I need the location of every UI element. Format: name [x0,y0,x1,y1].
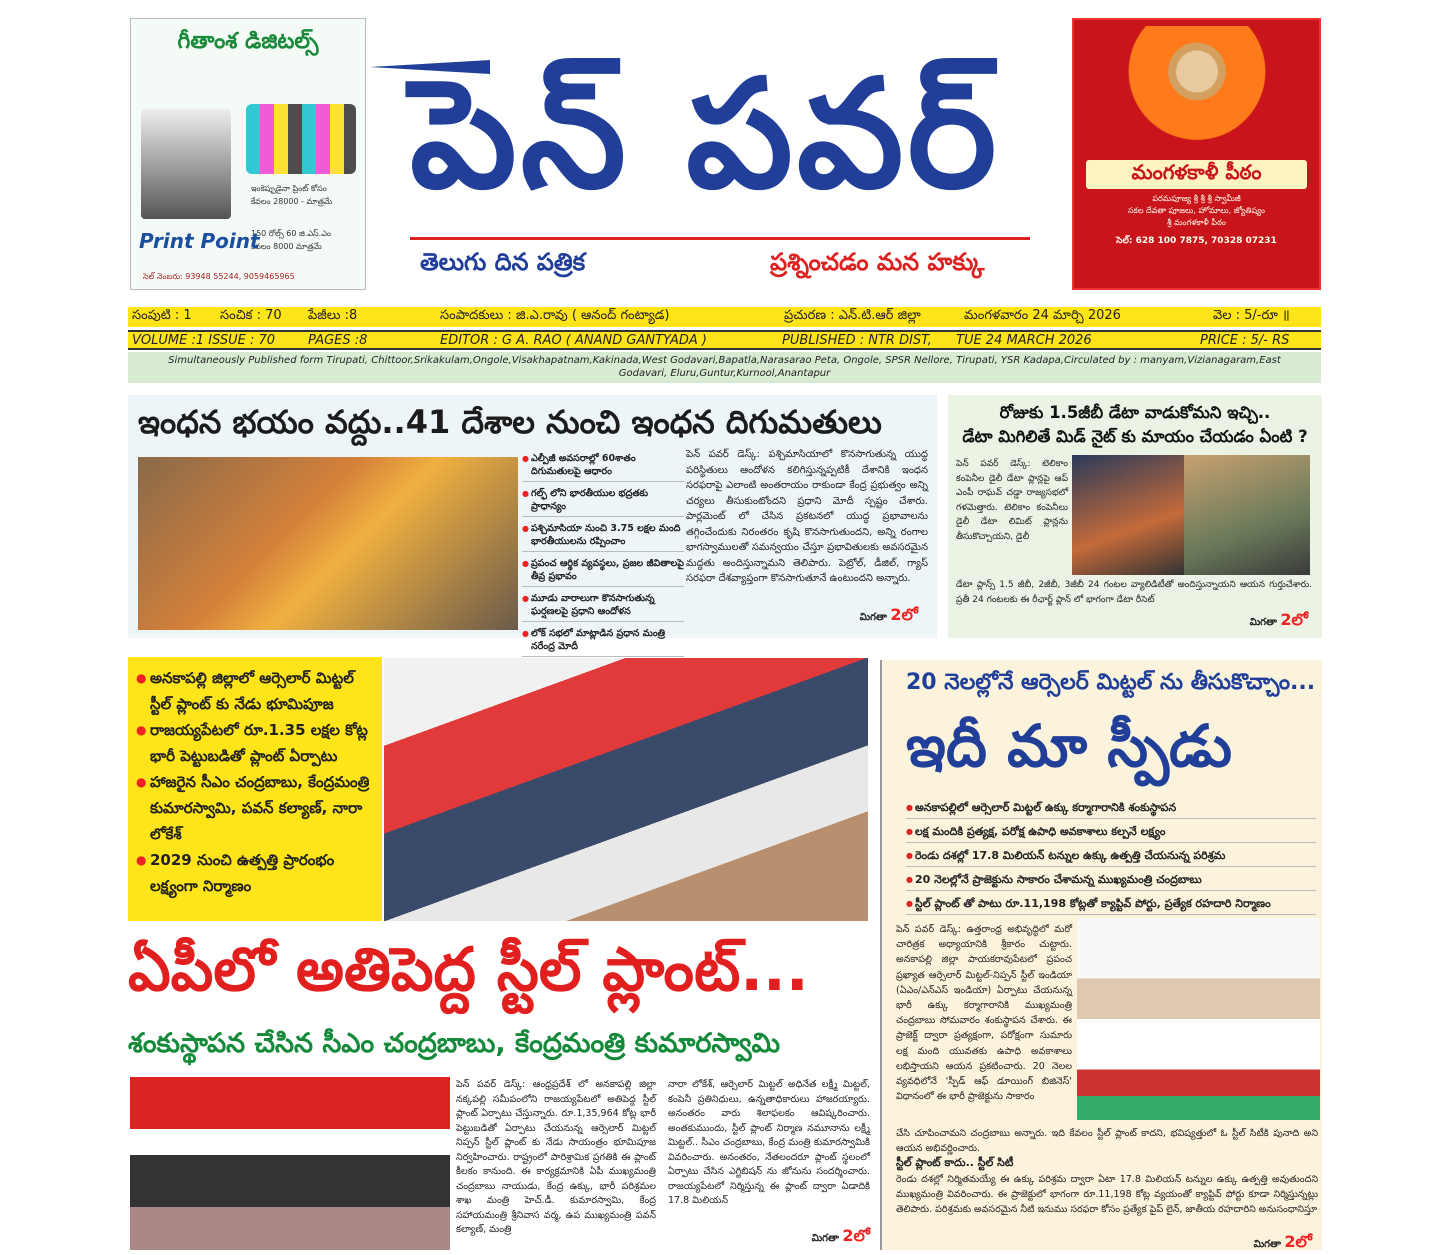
article-body: పెన్ పవర్ డెస్క్: టెలికాం కంపెనీల డైలీ డేటా ప్లాన్లపై ఆప్ ఎంపీ రాఘవ్ చడ్డా రాజ్యసభలో గళమెత్తారు. టెలికాం కంపెనీలు డైలీ డేటా లిమిట్ ప్లాన్లను తీసుకొచ్చాయని, డైలీ [956,459,1068,542]
article-body-col2: నారా లోకేశ్, ఆర్సెలార్ మిట్టల్ అధినేత లక్ష్మీ మిట్టల్, కంపెనీ ప్రతినిధులు, ఉన్నతాధికారులు హాజరయ్యారు. అనంతరం వారు శిలాఫలకం ఆవిష్కరించారు. అంతకుముందు, స్టీల్ ప్లాంట్ నిర్మాణ నమూనాను లక్ష్మీ మిట్టల్.. సీఎం చంద్రబాబు, కేంద్ర మంత్రి కుమారస్వామికి వివరించారు. అనంతరం, నేతలందరూ ప్లాంట్ స్థలంలో ఏర్పాటు చేసిన ఎగ్జిబిషన్ ను జోనును సందర్శించారు. రాజయ్యపేటలో నిర్మిస్తున్న ఈ ప్లాంట్ ద్వారా ఏడాదికి 17.8 మిలియన్ [668,1079,870,1206]
bullet: ● అనకాపల్లి జిల్లాలో ఆర్సెలార్ మిట్టల్ స్టీల్ ప్లాంట్ కు నేడు భూమిపూజ [136,665,374,717]
sub-headline: 20 నెలల్లోనే ఆర్సెలర్ మిట్టల్ ను తీసుకొచ్చాం... [906,670,1316,695]
groundbreaking-photo [384,658,868,921]
bullet-list [522,450,684,660]
continued-label: మిగతా [811,1233,839,1244]
bullet: ● ప్రపంచ ఆర్థిక వ్యవస్థలు, ప్రజల జీవితాలపై తీవ్ర ప్రభావం [522,555,684,587]
continued-page: 2లో [842,1226,870,1245]
bullet: ● హాజరైన సీఎం చంద్రబాబు, కేంద్రమంత్రి కుమారస్వామి, పవన్ కల్యాణ్, నారా లోకేశ్ [136,769,374,847]
ad-line: సకల దేవతా పూజలు, హోమాలు, జ్యోతిష్యం [1128,206,1265,215]
headline-line2: డేటా మిగిలితే మిడ్ నైట్ కు మాయం చేయడం ఏంటి ? [962,427,1308,446]
swamiji-photo [1122,26,1272,156]
continued-page: 2లో [890,605,918,624]
article-body-continued: చేసి చూపించామని చంద్రబాబు అన్నారు. ఇది కేవలం స్టీల్ ప్లాంట్ కాదని, భవిష్యత్తులో ఓ స్టీల్ సిటీకి పునాది అని ఆయన అభివర్ణించారు. [896,1128,1318,1154]
info-bar-telugu [128,307,1321,327]
bullet: ● లోక్ సభలో మాట్లాడిన ప్రధాన మంత్రి నరేంద్ర మోదీ [522,625,684,657]
section-title: స్టీల్ ప్లాంట్ కాదు.. స్టీల్ సిటీ [896,1156,1014,1169]
bullet: ● 2029 నుంచి ఉత్పత్తి ప్రారంభం లక్ష్యంగా నిర్మాణం [136,847,374,899]
ad-line: 150 రోల్స్ 60 జి.ఎస్.ఎం [251,229,331,238]
continued-label: మిగతా [859,612,887,623]
ad-line: కేవలం 28000 - మాత్రమే [251,197,333,206]
bullet: ● రాజయ్యపేటలో రూ.1.35 లక్షల కోట్ల భారీ పెట్టుబడితో ప్లాంట్ ఏర్పాటు [136,717,374,769]
article-body-continued: డేటా ప్లాన్స్ 1.5 జీబీ, 2జీబీ, 3జీబీ 24 గంటల వ్యాలిడిటీతో అందిస్తున్నాయని ఆయన గుర్తుచేశారు. ప్రతీ 24 గంటలకు ఈ రీఛార్జ్ ప్లాన్ లో భాగంగా డేటా రీసెట్ [956,580,1312,605]
pages: పేజీలు :8 [308,308,358,323]
bullet: ● పశ్చిమాసియా నుంచి 3.75 లక్షల మంది భారతీయులను రప్పించాం [522,520,684,552]
article-body-end: రెండు దశల్లో నిర్మితమయ్యే ఈ ఉక్కు పరిశ్రమ ద్వారా ఏటా 17.8 మిలియన్ టన్నుల ఉక్కు ఉత్పత్తి అవుతుందని ముఖ్యమంత్రి వివరించారు. ఈ ప్రాజెక్టులో భాగంగా రూ.11,198 కోట్ల వ్యయంతో క్యాప్టివ్ పోర్టు కూడా నిర్మిస్తున్నట్లు తెలిపారు. పరిశ్రమకు అవసరమైన నీటి ఇనుము సరఫరా కోసం ప్రత్యేక పైప్ లైన్, జాతీయ రహదారిని అనుసంధానిస్తూ [896,1174,1318,1215]
continued-link[interactable] [828,605,918,628]
ad-title: గీతాంశ డిజిటల్స్ [177,29,319,54]
info-bar-english [128,330,1321,350]
divider [410,237,1030,240]
ink-bottles-image [246,104,356,174]
bullet: ● అనకాపల్లిలో ఆర్సెలార్ మిట్టల్ ఉక్కు కర్మాగారానికి శంకుస్థాపన [906,798,1316,819]
date: మంగళవారం 24 మార్చి 2026 [964,308,1121,323]
headline: ఇంధన భయం వద్దు..41 దేశాల నుంచి ఇంధన దిగుమతులు [138,403,882,441]
pages: PAGES :8 [308,332,368,348]
continued-page: 2లో [1280,610,1308,629]
continued-link[interactable] [1218,610,1308,633]
sub-headline: శంకుస్థాపన చేసిన సీఎం చంద్రబాబు, కేంద్రమంత్రి కుమారస్వామి [128,1028,781,1059]
article-body-col1: పెన్ పవర్ డెస్క్: ఆంధ్రప్రదేశ్ లో అనకాపల్లి జిల్లా నక్కపల్లి సమీపంలోని రాజయ్యపేటలో అతిపెద్ద స్టీల్ ప్లాంట్ ఏర్పాటు చేస్తున్నారు. రూ.1,35,964 కోట్ల భారీ పెట్టుబడితో ఏర్పాటు చేయనున్న ఆర్సెలార్ మిట్టల్ నిప్పన్ స్టీల్ ప్లాంట్ కు నేడు సాయంత్రం భూమిపూజ నిర్వహించారు. రాష్ట్రంలో పారిశ్రామిక ప్రగతికి ఈ ప్లాంట్ కీలకం కానుంది. ఈ కార్యక్రమానికి ఏపీ ముఖ్యమంత్రి చంద్రబాబు నాయుడు, కేంద్ర ఉక్కు, భారీ పరిశ్రమల శాఖ మంత్రి హెచ్.డీ. కుమారస్వామి, కేంద్ర సహాయమంత్రి శ్రీనివాస వర్మ, ఉప ముఖ్యమంత్రి పవన్ కల్యాణ్, మంత్రి [456,1079,656,1235]
ad-phone: సెల్: 628 100 7875, 70328 07231 [1116,236,1277,246]
price: PRICE : 5/- RS [1200,332,1290,348]
editor: EDITOR : G A. RAO ( ANAND GANTYADA ) [440,332,707,348]
article-body: పెన్ పవర్ డెస్క్: పశ్చిమాసియాలో కొనసాగుతున్న యుద్ధ పరిస్థితులు ఆందోళన కలిగిస్తున్నప్పటికీ దేశానికి ఇంధన సరఫరాపై ఎలాంటి అంతరాయం రాకుండా కేంద్ర ప్రభుత్వం అన్ని చర్యలు తీసుకుంటోందని ప్రధాని మోదీ స్పష్టం చేశారు. పార్లమెంట్ లో చేసిన ప్రకటనలో యుద్ధ ప్రభావాలను తగ్గించేందుకు నిరంతరం కృషి కొనసాగుతుందని, అన్ని రంగాల భాగస్వాములతో సమన్వయం చేస్తూ ప్రభావితులకు అవసరమైన మద్దతు అందిస్తున్నామని తెలిపారు. పెట్రోల్, డీజిల్, గ్యాస్ సరఫరా దేశవ్యాప్తంగా కొనసాగుతూనే ఉంటుందని అన్నారు. [686,449,928,584]
bullet: ● గల్ఫ్ లోని భారతీయుల భద్రతకు ప్రాధాన్యం [522,485,684,517]
continued-link[interactable] [1222,1232,1312,1255]
story-fuel-imports [128,395,937,652]
article-body: పెన్ పవర్ డెస్క్: ఉత్తరాంధ్ర అభివృద్ధిలో మరో చారిత్రక అధ్యాయానికి శ్రీకారం చుట్టారు. అనకాపల్లి జిల్లా పాయకరావుపేటలో ప్రపంచ ప్రఖ్యాత ఆర్సెలార్ మిట్టల్-నిప్పన్ స్టీల్ ఇండియా (ఏఎం/ఎన్ఎస్ ఇండియా) ఏర్పాటు చేయనున్న భారీ ఉక్కు కర్మాగారానికి ముఖ్యమంత్రి చంద్రబాబు సోమవారం శంకుస్థాపన చేశారు. ఈ ప్రాజెక్ట్ ద్వారా ప్రత్యక్షంగా, పరోక్షంగా సుమారు లక్ష మంది యువతకు ఉపాధి అవకాశాలు లభిస్తాయని ఆయన ప్రకటించారు. 20 నెలల వ్యవధిలోనే 'స్పీడ్ ఆఫ్ డూయింగ్ బిజినెస్' విధానంలో ఈ భారీ ప్రాజెక్టును సాకారం [896,924,1072,1103]
bullet-list [906,798,1316,918]
price: వెల : 5/-రూ ॥ [1213,308,1290,323]
parliament-photo [1184,455,1310,575]
ad-line: శ్రీ మంగళకాళీ పీఠం [1167,218,1226,227]
continued-link[interactable] [780,1226,870,1249]
raghav-chadha-photo [1072,455,1184,575]
story-data-plans [948,395,1322,638]
bullet: ● లక్ష మందికి ప్రత్యక్ష, పరోక్ష ఉపాధి అవకాశాలు కల్పనే లక్ష్యం [906,822,1316,843]
continued-label: మిగతా [1249,617,1277,628]
ad-line: కేవలం 8000 మాత్రమే [251,242,322,251]
volume-issue: VOLUME :1 ISSUE : 70 [132,332,276,348]
masthead [370,30,1070,290]
headline-line1: రోజుకు 1.5జీబీ డేటా వాడుకోమని ఇచ్చి.. [999,403,1271,422]
continued-label: మిగతా [1253,1239,1281,1250]
newspaper-logo: పెన్ పవర్ [410,48,1001,222]
main-headline: ఏపీలో అతిపెద్ద స్టీల్ ప్లాంట్... [128,935,809,1005]
published: PUBLISHED : NTR DIST, [782,332,932,348]
ad-phone: సెల్ నెంబరు: 93948 55244, 9059465965 [143,272,295,281]
tagline-right: ప్రశ్నించడం మన హక్కు [770,248,985,276]
tagline-left: తెలుగు దిన పత్రిక [420,248,586,276]
continued-page: 2లో [1284,1232,1312,1251]
editor: సంపాదకులు : జి.ఎ.రావు ( ఆనంద్ గంట్యాడ) [440,308,670,323]
advertisement-left [130,18,366,290]
issue: సంచిక : 70 [220,308,282,323]
chandrababu-speech-photo [1077,918,1320,1120]
published: ప్రచురణ : ఎన్.టి.ఆర్ జిల్లా [784,308,921,323]
bullet: ● స్టీల్ ప్లాంట్ తో పాటు రూ.11,198 కోట్లతో క్యాప్టివ్ పోర్టు, ప్రత్యేక రహదారి నిర్మాణం [906,894,1316,915]
bullet: ● ఎల్పీజీ అవసరాల్లో 60శాతం దిగుమతులపై ఆధారం [522,450,684,482]
bullet: ● రెండు దశల్లో 17.8 మిలియన్ టన్నుల ఉక్కు ఉత్పత్తి చేయనున్న పరిశ్రమ [906,846,1316,867]
steel-plant-highlights [128,657,382,921]
volume: సంపుటి : 1 [132,308,192,323]
headline: ఇదీ మా స్పీడు [906,712,1232,780]
ad-title: మంగళకాళీ పీఠం [1086,160,1307,189]
circulation-bar: Simultaneously Published form Tirupati, Chittoor,Srikakulam,Ongole,Visakhapatnam,Kakinada,West Godavari,Bapatla,Narasarao Peta, Ongole, SPSR Nellore, Tirupati, YSR Kadapa,Circulated by : manyam,Vizianagaram,East Godavari, Eluru,Guntur,Kurnool,Anantapur [128,352,1321,383]
ad-line: ఇంకెప్పుడైనా ప్రింట్ కోసం [251,184,327,193]
ceremony-photo [130,1077,450,1250]
modi-fuel-photo [138,457,518,630]
printer-image [141,109,231,219]
advertisement-right [1072,18,1321,290]
ad-brand: Print Point [139,229,260,253]
date: TUE 24 MARCH 2026 [956,332,1092,348]
bullet: ● మూడు వారాలుగా కొనసాగుతున్న ఘర్షణలపై ప్రధాని ఆందోళన [522,590,684,622]
story-our-speed [880,660,1322,1250]
bullet: ● 20 నెలల్లోనే ప్రాజెక్టును సాకారం చేశామన్న ముఖ్యమంత్రి చంద్రబాబు [906,870,1316,891]
ad-line: పరమపూజ్య శ్రీ శ్రీ శ్రీ స్వామీజీ [1152,194,1241,203]
